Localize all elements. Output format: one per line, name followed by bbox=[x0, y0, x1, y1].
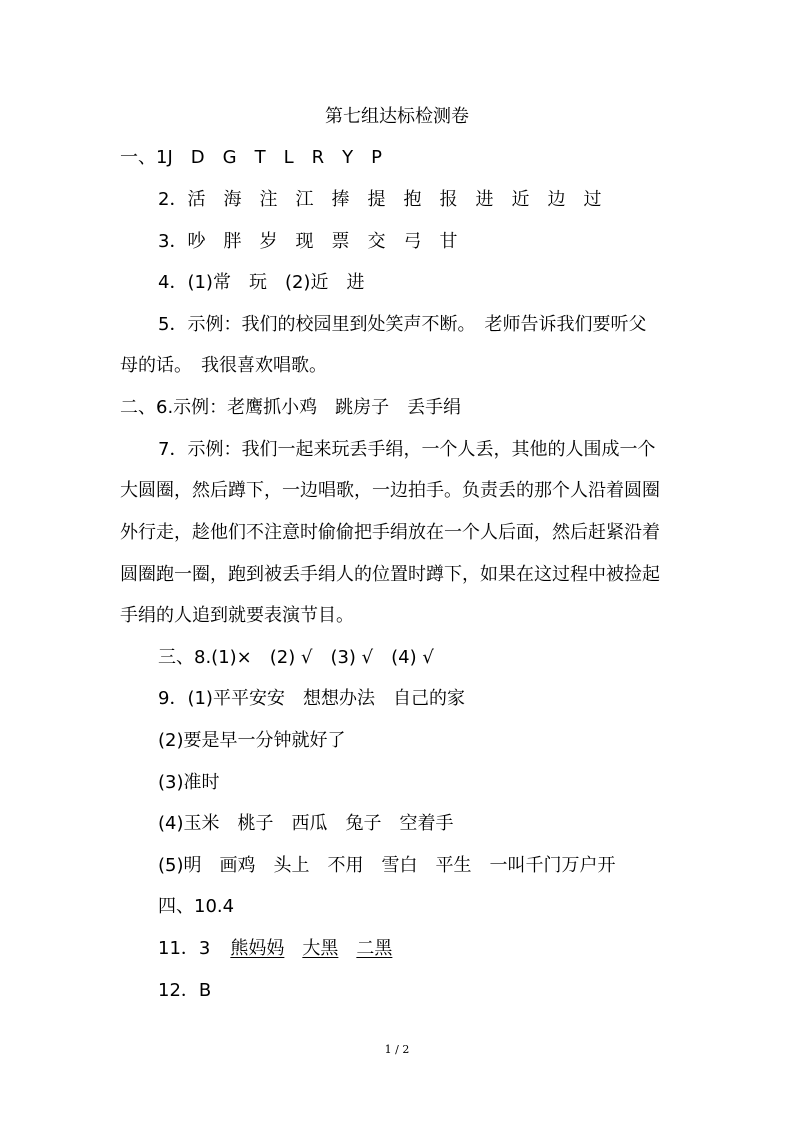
answer-line-q12: 12．B bbox=[158, 980, 212, 1001]
answer-line-q7c: 外行走，趁他们不注意时偷偷把手绢放在一个人后面，然后赶紧沿着 bbox=[120, 522, 660, 543]
answer-line-q10: 四、10.4 bbox=[158, 896, 235, 917]
answer-line-q7a: 7．示例：我们一起来玩丢手绢，一个人丢，其他的人围成一个 bbox=[158, 439, 656, 460]
page-title: 第七组达标检测卷 bbox=[325, 106, 469, 127]
q11-answer-2: 大黑 bbox=[302, 938, 339, 959]
answer-line-q7b: 大圆圈，然后蹲下，一边唱歌，一边拍手。负责丢的那个人沿着圆圈 bbox=[120, 480, 660, 501]
page-number: 1 / 2 bbox=[384, 1043, 410, 1056]
answer-line-q9-5: (5)明 画鸡 头上 不用 雪白 平生 一叫千门万户开 bbox=[158, 855, 616, 876]
answer-line-q9-2: (2)要是早一分钟就好了 bbox=[158, 730, 346, 751]
answer-line-q4: 4．(1)常 玩 (2)近 进 bbox=[158, 272, 365, 293]
answer-line-q2: 2．活 海 注 江 捧 提 抱 报 进 近 边 过 bbox=[158, 189, 602, 210]
answer-line-q9-4: (4)玉米 桃子 西瓜 兔子 空着手 bbox=[158, 813, 454, 834]
answer-line-q6: 二、6.示例：老鹰抓小鸡 跳房子 丢手绢 bbox=[120, 397, 462, 418]
answer-line-q5b: 母的话。 我很喜欢唱歌。 bbox=[120, 355, 327, 376]
answer-line-q8: 三、8.(1)× (2) √ (3) √ (4) √ bbox=[158, 647, 434, 668]
answer-line-q3: 3．吵 胖 岁 现 票 交 弓 甘 bbox=[158, 231, 458, 252]
answer-line-q7d: 圆圈跑一圈，跑到被丢手绢人的位置时蹲下，如果在这过程中被捡起 bbox=[120, 564, 660, 585]
answer-line-q5a: 5．示例：我们的校园里到处笑声不断。 老师告诉我们要听父 bbox=[158, 314, 647, 335]
answer-line-q9-3: (3)准时 bbox=[158, 772, 220, 793]
answer-line-q7e: 手绢的人追到就要表演节目。 bbox=[120, 605, 354, 626]
q11-answer-3: 二黑 bbox=[356, 938, 393, 959]
answer-line-q1: 一、1J D G T L R Y P bbox=[120, 147, 382, 168]
q11-answer-1: 熊妈妈 bbox=[230, 938, 285, 959]
q11-prefix: 11．3 bbox=[158, 938, 211, 959]
answer-line-q11 bbox=[158, 936, 680, 962]
answer-line-q9-1: 9．(1)平平安安 想想办法 自己的家 bbox=[158, 688, 465, 709]
